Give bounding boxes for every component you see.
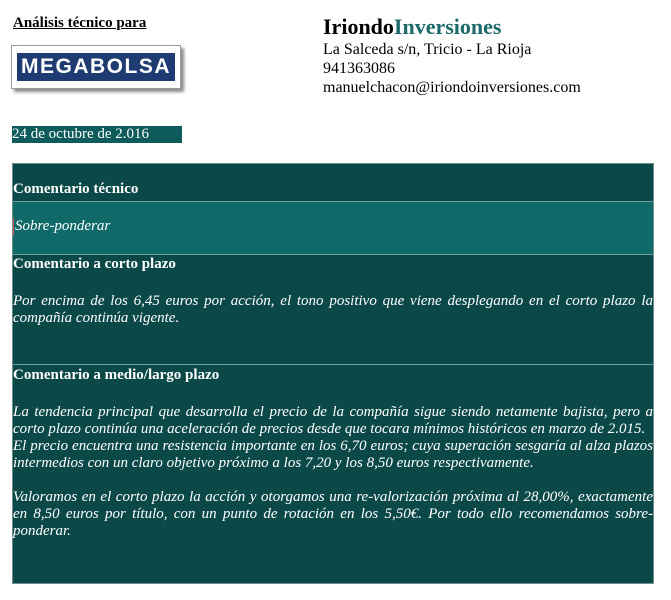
technical-comment-heading: Comentario técnico — [13, 181, 139, 197]
section-divider — [13, 364, 653, 365]
long-term-heading: Comentario a medio/largo plazo — [13, 367, 220, 383]
company-name-part1: Iriondo — [323, 14, 394, 39]
company-info — [323, 14, 581, 97]
company-address: La Salceda s/n, Tricio - La Rioja — [323, 41, 532, 58]
short-term-heading: Comentario a corto plazo — [13, 256, 176, 272]
long-term-paragraph-1: La tendencia principal que desarrolla el precio de la compañía sigue siendo netamente bajista, pero a corto plazo continúa una aceleración de precios desde que tocara mínimos históricos en marzo de 2.015. — [13, 404, 653, 437]
company-name-part2: Inversiones — [393, 14, 502, 39]
short-term-text — [13, 293, 653, 327]
analysis-panel — [12, 163, 654, 584]
company-email: manuelchacon@iriondoinversiones.com — [323, 79, 581, 96]
rating-value: Sobre-ponderar — [15, 218, 111, 234]
long-term-paragraph-2: El precio encuentra una resistencia importante en los 6,70 euros; cuya superación sesgaría al alza plazos intermedios con un claro objetivo próximo a los 7,20 y los 8,50 euros respectivamente. — [13, 438, 653, 471]
long-term-text — [13, 404, 653, 540]
company-phone: 941363086 — [323, 60, 395, 77]
long-term-paragraph-3: Valoramos en el corto plazo la acción y otorgamos una re-valorización próxima al 28,00%, exactamente en 8,50 euros por título, con un punto de rotación en los 5,50€. Por todo ello recomendamos sobre-ponderar. — [13, 489, 653, 539]
short-term-paragraph: Por encima de los 6,45 euros por acción, el tono positivo que viene desplegando en el corto plazo la compañía continúa vigente. — [13, 293, 653, 326]
company-name — [323, 14, 581, 40]
megabolsa-logo-text: MEGABOLSA — [17, 53, 175, 81]
rating-row — [13, 201, 653, 255]
report-date: 24 de octubre de 2.016 — [12, 126, 182, 143]
report-title: Análisis técnico para — [13, 15, 147, 31]
megabolsa-logo — [11, 45, 181, 89]
